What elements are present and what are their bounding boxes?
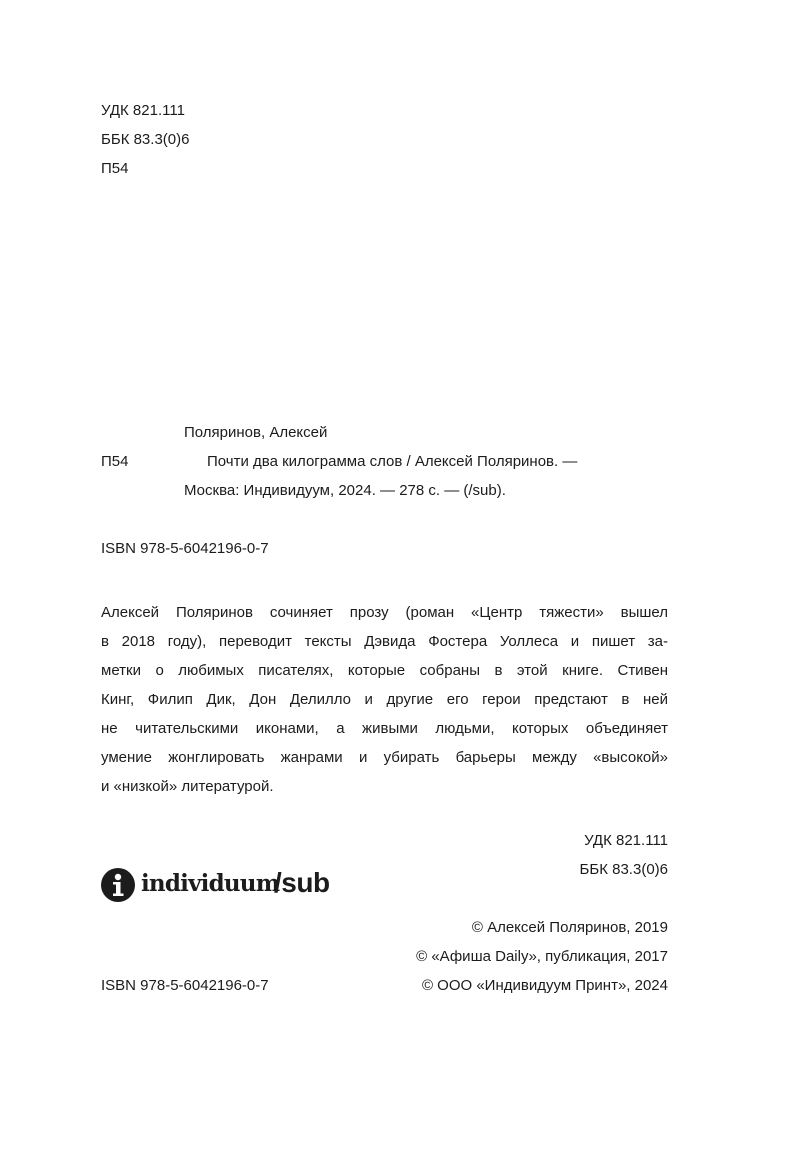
catalog-author-mark: П54: [101, 453, 129, 470]
catalog-author: Поляринов, Алексей: [184, 424, 328, 441]
annotation-line: не читательскими иконами, а живыми людьми, которых объединяет: [101, 720, 668, 737]
copyright-publisher: © ООО «Индивидуум Принт», 2024: [421, 977, 668, 994]
annotation-line: и «низкой» литературой.: [101, 778, 274, 795]
udk-code-bottom: УДК 821.111: [584, 832, 668, 849]
book-annotation: [101, 598, 668, 801]
bbk-code-top: ББК 83.3(0)6: [101, 131, 190, 148]
annotation-line: Кинг, Филип Дик, Дон Делилло и другие его герои предстают в ней: [101, 691, 668, 708]
isbn-top: ISBN 978-5-6042196-0-7: [101, 540, 269, 557]
annotation-line: Алексей Поляринов сочиняет прозу (роман «Центр тяжести» вышел: [101, 604, 668, 621]
individuum-wordmark: individuum: [141, 870, 280, 897]
copyright-afisha: © «Афиша Daily», публикация, 2017: [416, 948, 668, 965]
annotation-line: метки о любимых писателях, которые собраны в этой книге. Стивен: [101, 662, 668, 679]
copyright-author: © Алексей Поляринов, 2019: [471, 919, 668, 936]
udk-code-top: УДК 821.111: [101, 102, 185, 119]
author-mark-top: П54: [101, 160, 129, 177]
sub-series-mark: /sub: [274, 867, 330, 898]
catalog-title-line: Почти два килограмма слов / Алексей Поляринов. —: [207, 453, 578, 470]
catalog-imprint-line: Москва: Индивидуум, 2024. — 278 с. — (/sub).: [184, 482, 506, 499]
bbk-code-bottom: ББК 83.3(0)6: [579, 861, 668, 878]
annotation-line: умение жонглировать жанрами и убирать барьеры между «высокой»: [101, 749, 668, 766]
annotation-line: в 2018 году), переводит тексты Дэвида Фостера Уоллеса и пишет за-: [101, 633, 668, 650]
individuum-logo-icon: [101, 868, 135, 902]
isbn-bottom: ISBN 978-5-6042196-0-7: [101, 977, 269, 994]
